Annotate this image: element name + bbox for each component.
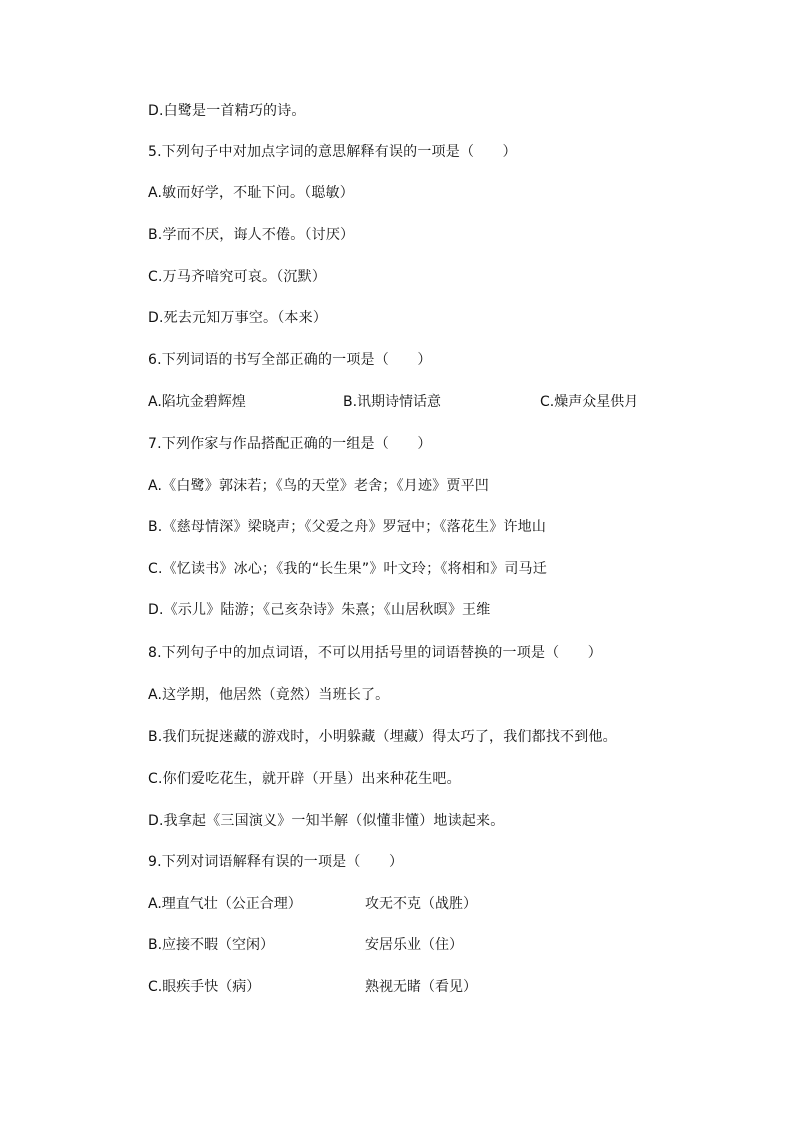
question-5: 5.下列句子中对加点字词的意思解释有误的一项是（ ）: [148, 144, 517, 160]
q5-option-c: C.万马齐喑究可哀。（沉默）: [148, 269, 327, 285]
q8-option-c: C.你们爱吃花生，就开辟（开垦）出来种花生吧。: [148, 771, 461, 787]
q7-option-d: D.《示儿》陆游；《己亥杂诗》朱熹；《山居秋暝》王维: [148, 602, 491, 618]
q8-option-d: D.我拿起《三国演义》一知半解（似懂非懂）地读起来。: [148, 813, 505, 829]
q8-option-b: B.我们玩捉迷藏的游戏时，小明躲藏（埋藏）得太巧了，我们都找不到他。: [148, 729, 617, 745]
q5-option-d: D.死去元知万事空。（本来）: [148, 310, 328, 326]
q7-option-c: C.《忆读书》冰心；《我的“长生果”》叶文玲；《将相和》司马迁: [148, 561, 547, 577]
q9-option-c-left: C.眼疾手快（病）: [148, 979, 261, 995]
q5-option-a: A.敏而好学，不耻下问。（聪敏）: [148, 185, 354, 201]
q9-option-b-left: B.应接不暇（空闲）: [148, 937, 275, 953]
question-7: 7.下列作家与作品搭配正确的一组是（ ）: [148, 436, 432, 452]
question-9: 9.下列对词语解释有误的一项是（ ）: [148, 854, 404, 870]
q6-option-a: A.陷坑金碧辉煌: [148, 394, 246, 410]
q9-option-a-left: A.理直气壮（公正合理）: [148, 896, 302, 912]
q6-option-c: C.燥声众星供月: [540, 394, 639, 410]
question-6: 6.下列词语的书写全部正确的一项是（ ）: [148, 352, 432, 368]
q8-option-a: A.这学期，他居然（竟然）当班长了。: [148, 687, 390, 703]
q6-option-b: B.讯期诗情话意: [343, 394, 442, 410]
question-8: 8.下列句子中的加点词语，不可以用括号里的词语替换的一项是（ ）: [148, 645, 602, 661]
q9-option-a-right: 攻无不克（战胜）: [365, 896, 477, 912]
q4-option-d: D.白鹭是一首精巧的诗。: [148, 103, 306, 119]
q5-option-b: B.学而不厌，诲人不倦。（讨厌）: [148, 227, 355, 243]
q7-option-b: B.《慈母情深》梁晓声；《父爱之舟》罗冠中；《落花生》许地山: [148, 519, 547, 535]
q7-option-a: A.《白鹭》郭沫若；《鸟的天堂》老舍；《月迹》贾平凹: [148, 478, 489, 494]
q9-option-c-right: 熟视无睹（看见）: [365, 979, 477, 995]
q9-option-b-right: 安居乐业（住）: [365, 937, 463, 953]
